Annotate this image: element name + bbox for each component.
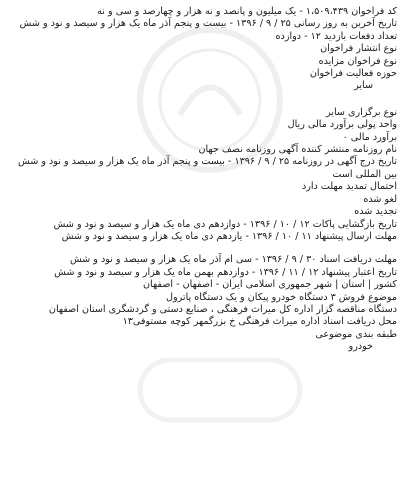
publish-type-line: نوع انتشار فراخوان — [320, 43, 397, 55]
estimate-line: برآورد مالی ۰ — [342, 131, 397, 143]
category-label: طبقه بندی موضوعی — [315, 328, 397, 340]
holding-type-line: نوع برگزاری سایر — [325, 106, 397, 118]
opening-date-line: تاریخ بازگشایی پاکات ۱۲ / ۱۰ / ۱۳۹۶ - دوازدهم دی ماه یک هزار و سیصد و نود و شش — [53, 218, 397, 230]
currency-line: واحد پولی برآورد مالی ریال — [287, 119, 397, 131]
location-line: کشور | استان | شهر جمهوری اسلامی ایران - اصفهان - اصفهان — [143, 279, 397, 291]
documents-place-line: محل دریافت اسناد اداره میراث فرهنگی خ بزرگمهر کوچه مستوفی۱۳ — [122, 316, 397, 328]
call-type-line: نوع فراخوان مزایده — [318, 55, 397, 67]
documents-deadline-line: مهلت دریافت اسناد ۳۰ / ۹ / ۱۳۹۶ - سی ام آذر ماه یک هزار و سیصد و نود و شش — [69, 254, 397, 266]
view-count-line: تعداد دفعات بازدید ۱۲ - دوازده — [275, 30, 397, 42]
activity-area-value: سایر — [354, 80, 373, 92]
last-update-line: تاریخ آخرین به روز رسانی ۲۵ / ۹ / ۱۳۹۶ - بیست و پنجم آذر ماه یک هزار و سیصد و نود و شش — [19, 18, 397, 30]
code-line: کد فراخوان ۱،۵۰۹،۴۳۹ - یک میلیون و پانصد و نه هزار و چهارصد و سی و نه — [97, 6, 397, 17]
renewed-line: تجدید شده — [354, 206, 397, 218]
subject-line: موضوع فروش ۳ دستگاه خودرو پیکان و یک دستگاه پاترول — [166, 291, 397, 303]
extension-line: احتمال تمدید مهلت دارد — [301, 181, 397, 193]
cancelled-line: لغو شده — [363, 193, 397, 205]
newspaper-date-line: تاریخ درج آگهی در روزنامه ۲۵ / ۹ / ۱۳۹۶ - بیست و پنجم آذر ماه یک هزار و سیصد و نود و شش — [18, 156, 397, 168]
activity-area-label: حوزه فعالیت فراخوان — [309, 68, 397, 80]
offer-validity-line: تاریخ اعتبار پیشنهاد ۱۲ / ۱۱ / ۱۳۹۶ - دوازدهم بهمن ماه یک هزار و سیصد و نود و شش — [54, 266, 397, 278]
organizer-line: دستگاه مناقصه گزار اداره کل میراث فرهنگی ، صنایع دستی و گردشگری استان اصفهان — [48, 303, 397, 315]
international-line: بین المللی است — [332, 168, 397, 180]
category-value: خودرو — [348, 341, 373, 353]
newspaper-line: نام روزنامه منتشر کننده آگهی روزنامه نصف جهان — [198, 144, 397, 156]
submission-deadline-line: مهلت ارسال پیشنهاد ۱۱ / ۱۰ / ۱۳۹۶ - یازدهم دی ماه یک هزار و سیصد و نود و شش — [61, 230, 397, 242]
